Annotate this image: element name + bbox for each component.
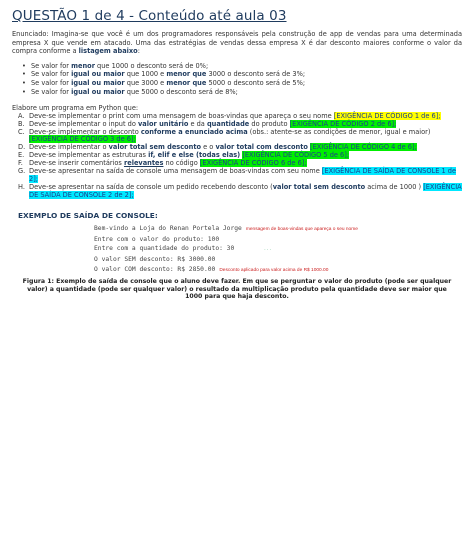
requirement-badge: [EXIGÊNCIA DE CÓDIGO 5 de 6]; (242, 151, 350, 160)
requirement-badge: [EXIGÊNCIA DE CÓDIGO 6 de 6]; (199, 159, 307, 168)
requirement-badge: [EXIGÊNCIA DE CÓDIGO 1 de 6]; (333, 111, 441, 120)
list-item: • Se valor for menor que 1000 o desconto será de 0%; (22, 62, 462, 71)
enunciado-text: Enunciado: Imagina-se que você é um dos programadores responsáveis pela construção de app de vendas para uma determinada empresa X que vende em atacado. Uma das estratégias de vendas dessa empresa X é dar desconto maiores conforme o valor da compra conforme a (12, 30, 462, 56)
console-line: O valor SEM desconto: R$ 3000.00 (94, 256, 216, 264)
console-line: Entre com a quantidade do produto: 30 . . . (94, 244, 462, 255)
discount-rules-list (12, 62, 462, 96)
requirements-list (12, 113, 462, 200)
list-item: D. Deve-se implementar o valor total sem desconto e o valor total com desconto [EXIGÊNCIA DE CÓDIGO 4 de 6]; (18, 143, 417, 152)
list-item: C. Deve-se implementar o desconto conforme a enunciado acima (obs.: atente-se as condições de menor, igual e maior) [EXIGÊNCIA DE CÓDIGO 3 de 6]; (18, 127, 431, 144)
example-heading: EXEMPLO DE SAÍDA DE CONSOLE: (18, 210, 158, 220)
console-line: Entre com o valor do produto: 100 (94, 235, 220, 243)
enunciado-paragraph (12, 30, 462, 56)
list-item: • Se valor for igual ou maior que 5000 o desconto será de 8%; (22, 88, 462, 97)
list-item: • Se valor for igual ou maior que 1000 e menor que 3000 o desconto será de 3%; (22, 70, 462, 79)
requirement-badge: [EXIGÊNCIA DE CÓDIGO 2 de 6]; (289, 119, 397, 128)
list-item: A. Deve-se implementar o print com uma mensagem de boas-vindas que apareça o seu nome [EXIGÊNCIA DE CÓDIGO 1 de 6]; (18, 111, 441, 120)
console-dots: . . . (264, 247, 271, 253)
console-line: Bem-vindo a Loja do Renan Portela Jorge mensagem de boas-vindas que apareça o seu nome (94, 224, 462, 235)
requirement-badge: [EXIGÊNCIA DE SAÍDA DE CONSOLE 1 de 2]; (29, 167, 457, 183)
list-item: H. Deve-se apresentar na saída de console um pedido recebendo desconto (valor total sem desconto acima de 1000 ) [EXIGÊNCIA DE SAÍDA DE CONSOLE 2 de 2]; (18, 182, 462, 199)
enunciado-bold: listagem abaixo (78, 47, 138, 56)
page-title: QUESTÃO 1 de 4 - Conteúdo até aula 03 (12, 8, 287, 24)
console-example (94, 224, 462, 276)
requirement-badge: [EXIGÊNCIA DE CÓDIGO 3 de 6]; (29, 135, 136, 144)
console-note: mensagem de boas-vindas que apareça o seu nome (245, 226, 358, 232)
requirement-badge: [EXIGÊNCIA DE SAÍDA DE CONSOLE 2 de 2]; (29, 182, 462, 199)
requirement-badge: [EXIGÊNCIA DE CÓDIGO 4 de 6]; (310, 143, 417, 152)
enunciado-end: : (137, 47, 140, 56)
console-note: Desconto aplicado para valor acima de R$ 1000.00 (219, 267, 329, 273)
list-item: E. Deve-se implementar as estruturas if, elif e else (todas elas) [EXIGÊNCIA DE CÓDIGO 5 de 6]; (18, 151, 350, 160)
list-item: • Se valor for igual ou maior que 3000 e menor que 5000 o desconto será de 5%; (22, 79, 462, 88)
console-line: O valor COM desconto: R$ 2850.00 Desconto aplicado para valor acima de R$ 1000.00 (94, 265, 462, 276)
figure-caption: Figura 1: Exemplo de saída de console que o aluno deve fazer. Em que se perguntar o valor do produto (pode ser qualquer valor) a quantidade (pode ser qualquer valor) o resultado da multiplicação produto pela quantidade deve ser maior que 1000 para que haja desconto. (22, 277, 452, 301)
intro-text: Elabore um programa em Python que: (12, 104, 139, 113)
list-item: G. Deve-se apresentar na saída de console uma mensagem de boas-vindas com seu nome [EXIGÊNCIA DE SAÍDA DE CONSOLE 1 de 2]; (18, 167, 457, 183)
list-item: F. Deve-se inserir comentários relevantes no código [EXIGÊNCIA DE CÓDIGO 6 de 6]; (18, 159, 307, 168)
list-item: B. Deve-se implementar o input do valor unitário e da quantidade do produto [EXIGÊNCIA DE CÓDIGO 2 de 6]; (18, 119, 397, 128)
